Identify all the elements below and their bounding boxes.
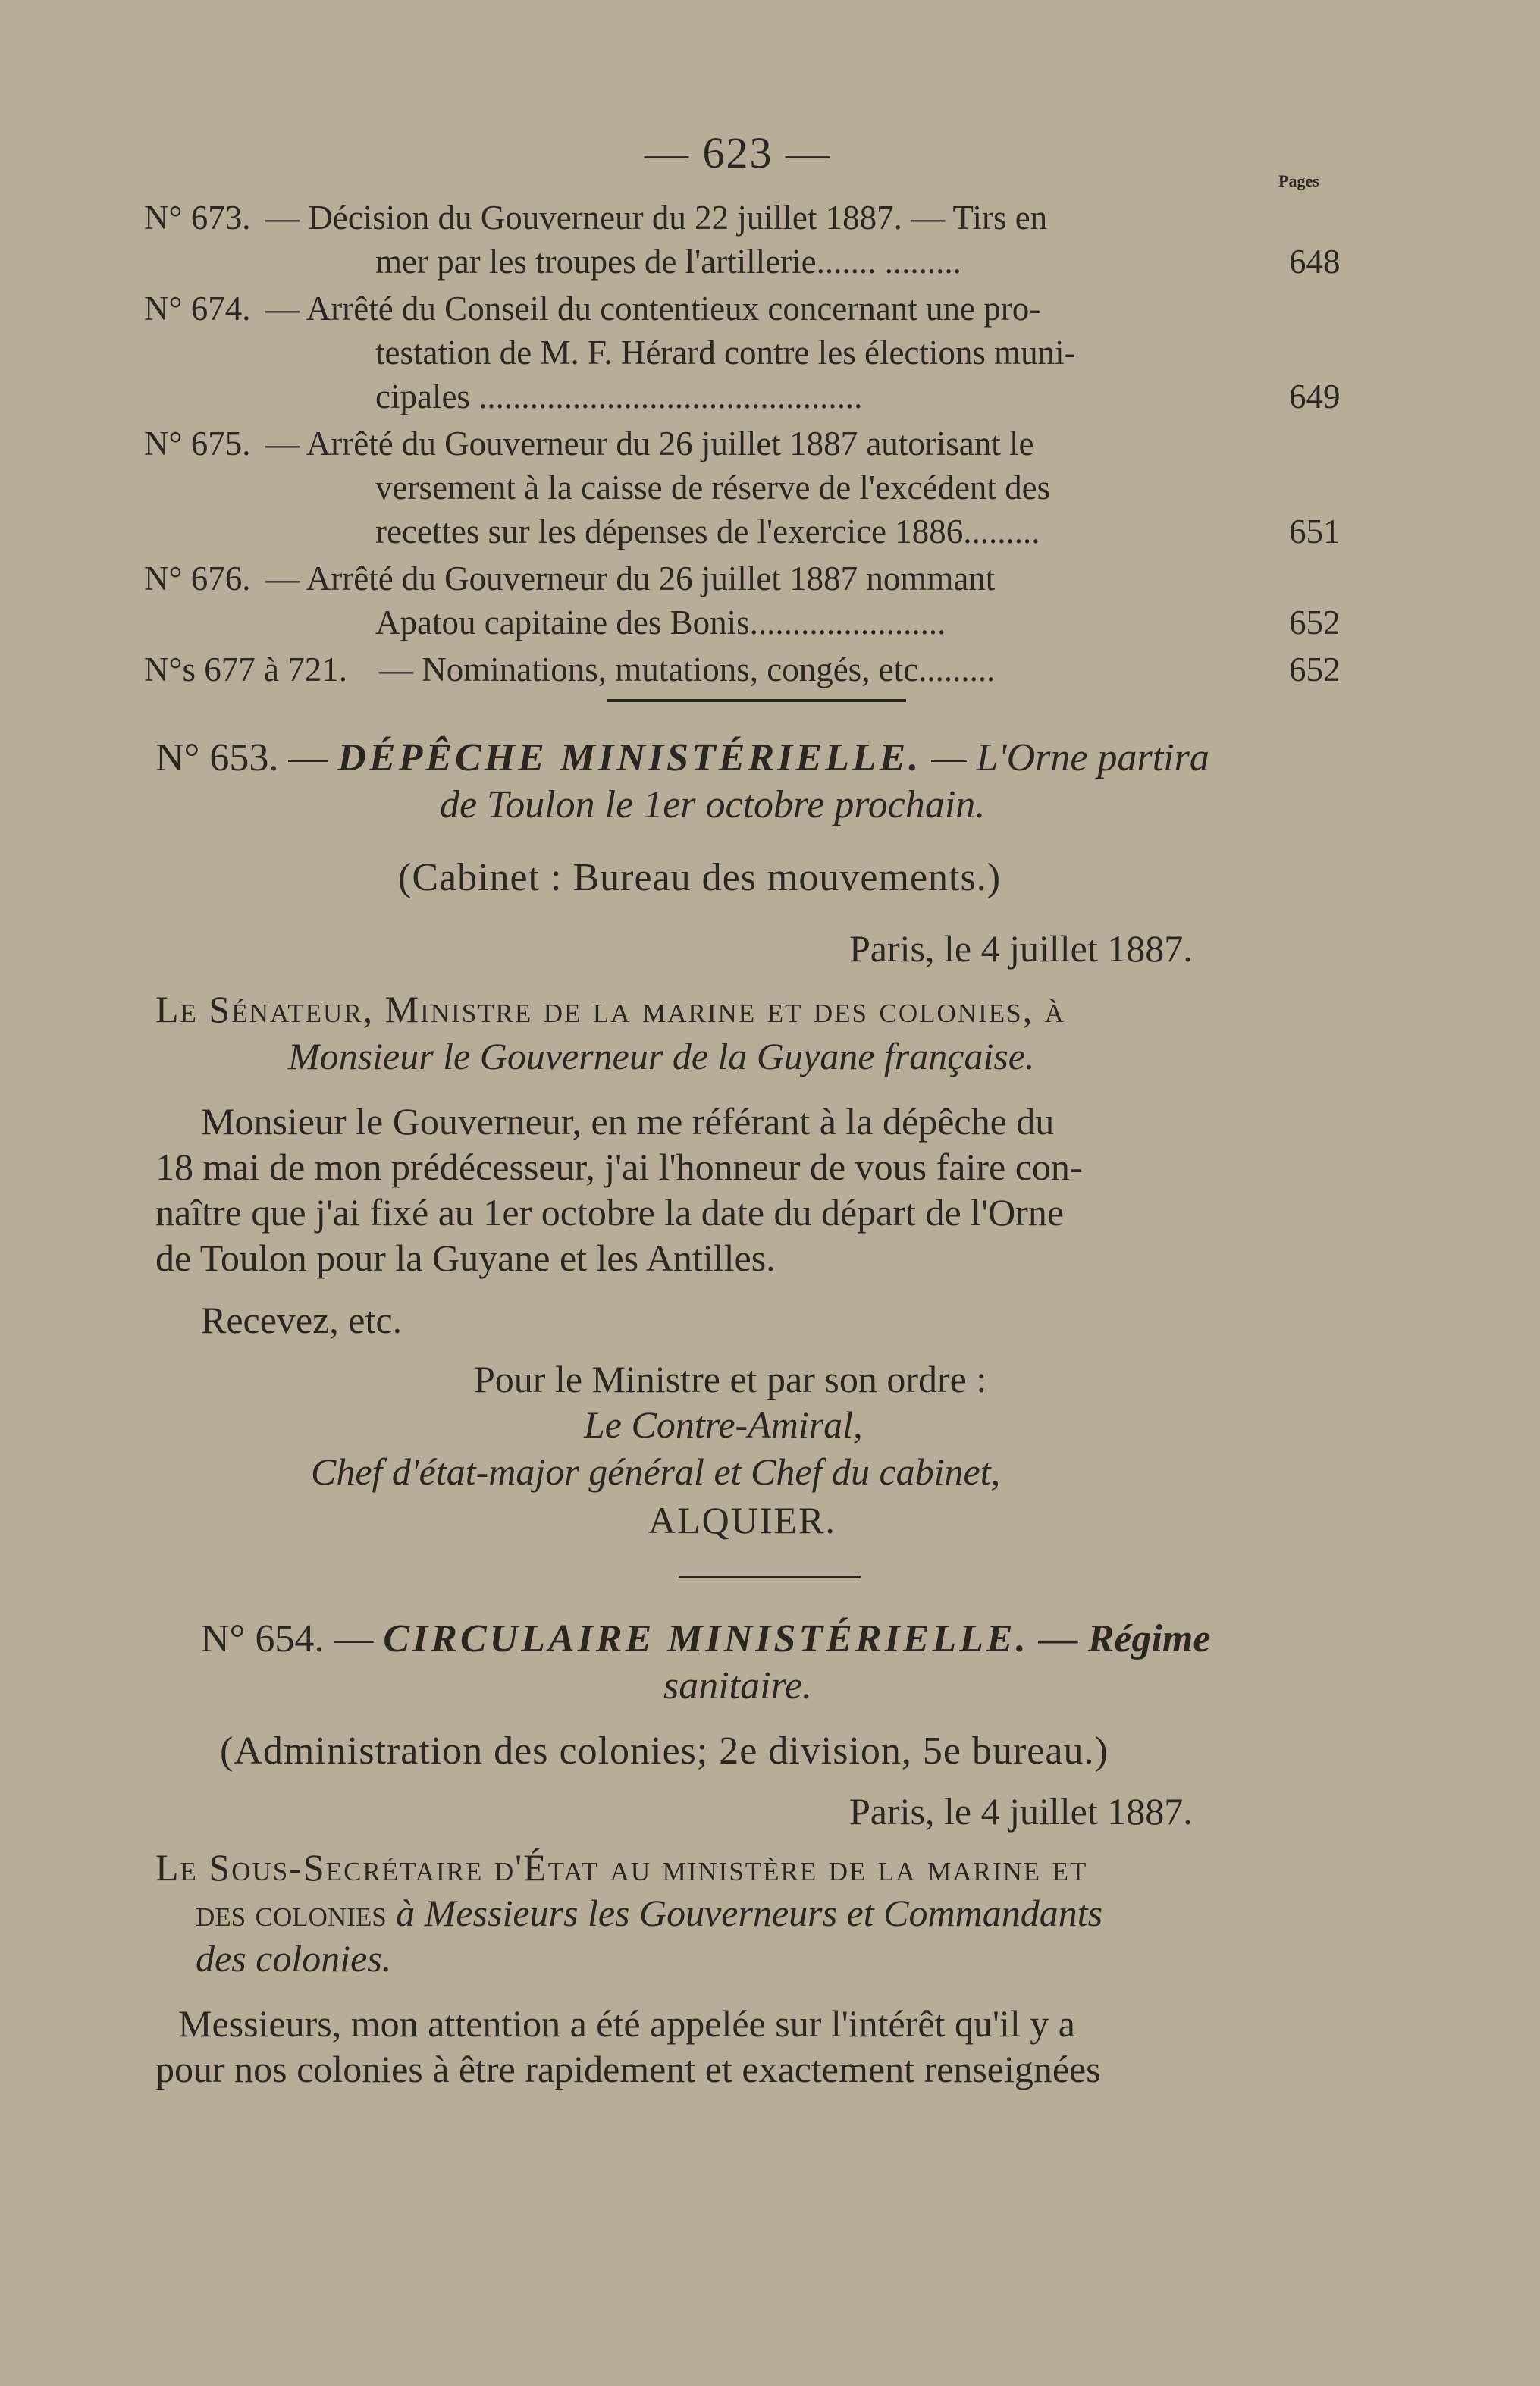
body-line: naître que j'ai fixé au 1er octobre la date du départ de l'Orne [155,1191,1065,1234]
dispatch-subtitle: de Toulon le 1er octobre prochain. [440,783,986,826]
circular-office: (Administration des colonies; 2e division, 5e bureau.) [220,1729,1109,1773]
toc-entry-number: N° 674. [144,290,251,328]
signatory-name: ALQUIER. [648,1499,836,1541]
toc-entry-line: recettes sur les dépenses de l'exercice 1886......... [375,513,1040,550]
signature-line: Pour le Ministre et par son ordre : [474,1358,987,1400]
toc-entry-number: N° 676. [144,560,251,597]
circular-summary: — Régime [1038,1617,1211,1660]
dispatch-office: (Cabinet : Bureau des mouvements.) [398,856,1002,899]
circular-number: N° 654. — [201,1617,374,1660]
toc-entry-line: — Arrêté du Gouverneur du 26 juillet 1887 autorisant le [265,425,1034,462]
toc-entry-number: N°s 677 à 721. [144,651,347,688]
toc-entry-line: versement à la caisse de réserve de l'excédent des [375,469,1051,506]
circular-date: Paris, le 4 juillet 1887. [849,1790,1193,1833]
dispatch-summary: — L'Orne partira [931,736,1209,779]
toc-entry-line: — Nominations, mutations, congés, etc......... [379,651,996,688]
body-line: Monsieur le Gouverneur, en me référant à la dépêche du [201,1100,1055,1143]
section-divider [679,1576,861,1578]
signature-line: Chef d'état-major général et Chef du cabinet, [311,1450,1001,1493]
body-line: 18 mai de mon prédécesseur, j'ai l'honneur de vous faire con- [155,1146,1083,1188]
toc-entry-line: — Arrêté du Conseil du contentieux concernant une pro- [265,290,1041,328]
toc-entry-line: testation de M. F. Hérard contre les élections muni- [375,334,1076,372]
toc-entry-page: 648 [1289,243,1341,281]
toc-entry-number: N° 675. [144,425,251,462]
dispatch-type: DÉPÊCHE MINISTÉRIELLE. [337,736,922,779]
dispatch-recipient: Monsieur le Gouverneur de la Guyane française. [288,1035,1035,1077]
toc-entry-line: — Décision du Gouverneur du 22 juillet 1887. — Tirs en [265,199,1048,237]
toc-entry-line: mer par les troupes de l'artillerie....... ......... [375,243,961,281]
dispatch-date: Paris, le 4 juillet 1887. [849,927,1193,970]
toc-entry-page: 652 [1289,651,1341,688]
circular-recipient: des colonies à Messieurs les Gouverneurs et Commandants [196,1892,1103,1934]
circular-sender: Le Sous-Secrétaire d'État au ministère de la marine et [155,1846,1088,1889]
circular-type: CIRCULAIRE MINISTÉRIELLE. [383,1617,1029,1660]
circular-recipient-cont: des colonies. [196,1937,392,1980]
circular-subtitle: sanitaire. [663,1664,812,1707]
toc-entry-page: 652 [1289,604,1341,641]
body-line: de Toulon pour la Guyane et les Antilles. [155,1237,776,1279]
section-divider [607,699,906,702]
closing-line: Recevez, etc. [201,1299,403,1341]
signature-line: Le Contre-Amiral, [584,1403,863,1446]
dispatch-number: N° 653. — [155,736,328,779]
toc-entry-number: N° 673. [144,199,251,237]
dispatch-title [155,735,1209,780]
toc-entry-page: 649 [1289,378,1341,415]
circular-title [201,1616,1210,1661]
toc-entry-line: — Arrêté du Gouverneur du 26 juillet 1887 nommant [265,560,996,597]
toc-entry-line: Apatou capitaine des Bonis....................... [375,604,946,641]
page-number: — 623 — [645,128,831,177]
toc-entry-page: 651 [1289,513,1341,550]
dispatch-sender: Le Sénateur, Ministre de la marine et des colonies, à [155,988,1065,1030]
toc-entry-line: cipales ............................................. [375,378,863,415]
body-line: pour nos colonies à être rapidement et exactement renseignées [155,2048,1101,2090]
pages-column-label: Pages [1278,171,1319,190]
body-line: Messieurs, mon attention a été appelée sur l'intérêt qu'il y a [178,2002,1075,2045]
